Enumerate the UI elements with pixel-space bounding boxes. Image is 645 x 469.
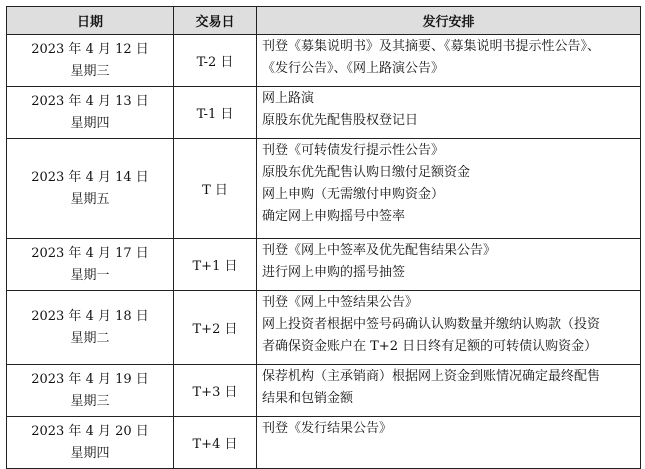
arrangement-line: 《发行公告》、《网上路演公告》 [262, 61, 445, 76]
trading-day-cell: T+3 日 [174, 365, 257, 417]
weekday-text: 星期一 [70, 267, 110, 283]
arrangement-line: 进行网上申购的摇号抽签 [262, 265, 406, 280]
weekday-text: 星期三 [70, 63, 110, 79]
arrangement-line: 刊登《可转债发行提示性公告》 [262, 143, 445, 158]
weekday-text: 星期三 [70, 393, 110, 409]
table-row [7, 139, 641, 239]
weekday-text: 星期二 [70, 330, 110, 346]
date-text: 2023 年 4 月 14 日 [31, 169, 149, 185]
arrangement-line: 原股东优先配售认购日缴付足额资金 [262, 165, 471, 180]
table-row [7, 87, 641, 139]
date-text: 2023 年 4 月 12 日 [31, 41, 149, 57]
arrangement-cell [257, 139, 641, 239]
arrangement-line: 网上申购（无需缴付申购资金） [262, 187, 445, 202]
weekday-text: 星期五 [70, 191, 110, 207]
arrangement-line: 刊登《网上中签结果公告》 [262, 295, 419, 310]
date-text: 2023 年 4 月 19 日 [31, 371, 149, 387]
table-row [7, 239, 641, 291]
arrangement-line: 确定网上申购摇号中签率 [262, 209, 406, 224]
arrangement-line: 网上路演 [262, 91, 315, 106]
arrangement-line: 保荐机构（主承销商）根据网上资金到账情况确定最终配售 [262, 369, 601, 384]
date-text: 2023 年 4 月 17 日 [31, 245, 149, 261]
arrangement-cell [257, 87, 641, 139]
table-row [7, 365, 641, 417]
trading-day-cell: T+1 日 [174, 239, 257, 291]
arrangement-cell [257, 417, 641, 469]
arrangement-line: 结果和包销金额 [262, 391, 354, 406]
weekday-text: 星期四 [70, 115, 110, 131]
date-text: 2023 年 4 月 13 日 [31, 93, 149, 109]
trading-day-cell: T 日 [174, 139, 257, 239]
table-row [7, 417, 641, 469]
trading-day-cell: T-2 日 [174, 35, 257, 87]
arrangement-cell [257, 35, 641, 87]
header-arrangement: 发行安排 [257, 7, 641, 35]
arrangement-line: 刊登《募集说明书》及其摘要、《募集说明书提示性公告》、 [262, 39, 601, 54]
date-cell [7, 87, 174, 139]
arrangement-line: 原股东优先配售股权登记日 [262, 113, 419, 128]
arrangement-cell [257, 291, 641, 365]
table-row [7, 291, 641, 365]
arrangement-line: 网上投资者根据中签号码确认认购数量并缴纳认购款（投资 [262, 317, 601, 332]
date-cell [7, 35, 174, 87]
weekday-text: 星期四 [70, 445, 110, 461]
date-cell [7, 239, 174, 291]
date-text: 2023 年 4 月 20 日 [31, 423, 149, 439]
table-row [7, 35, 641, 87]
arrangement-line: 刊登《发行结果公告》 [262, 421, 393, 436]
trading-day-cell: T+2 日 [174, 291, 257, 365]
date-cell [7, 291, 174, 365]
arrangement-line: 刊登《网上中签率及优先配售结果公告》 [262, 243, 497, 258]
date-cell [7, 139, 174, 239]
trading-day-cell: T-1 日 [174, 87, 257, 139]
header-row [7, 7, 641, 35]
arrangement-line: 者确保资金账户在 T+2 日日终有足额的可转债认购资金） [262, 339, 598, 354]
date-cell [7, 365, 174, 417]
date-text: 2023 年 4 月 18 日 [31, 308, 149, 324]
date-cell [7, 417, 174, 469]
header-date: 日期 [7, 7, 174, 35]
arrangement-cell [257, 239, 641, 291]
trading-day-cell: T+4 日 [174, 417, 257, 469]
schedule-table [6, 6, 641, 469]
arrangement-cell [257, 365, 641, 417]
header-trading-day: 交易日 [174, 7, 257, 35]
